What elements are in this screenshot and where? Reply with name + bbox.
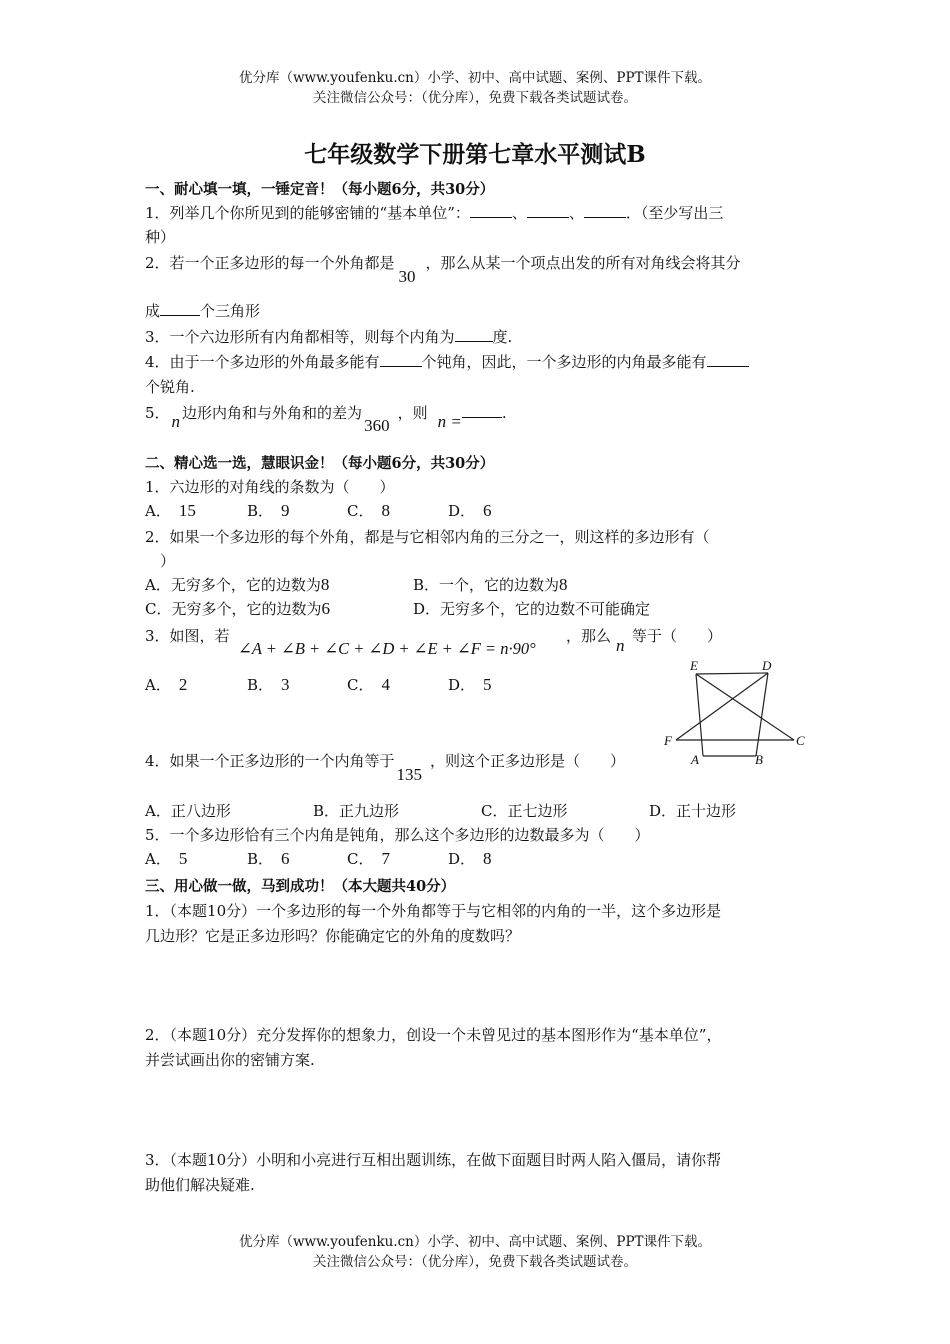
s2-question-4 (145, 750, 626, 784)
option-value: 4 (381, 675, 390, 694)
s2-q4-text: 4．如果一个正多边形的一个内角等于 (145, 752, 395, 770)
section-1-heading: 一、耐心填一填，一锤定音！（每小题6分，共30分） (145, 181, 495, 198)
s1-q1-blank-2[interactable] (527, 203, 569, 218)
s1-q3-blank[interactable] (455, 327, 493, 342)
option-letter: A． (145, 502, 171, 520)
option-letter: B． (247, 676, 274, 694)
s2-q4-value: 135 (396, 765, 423, 784)
s2-q3-option-c[interactable] (347, 674, 390, 695)
s1-q2-text: 2．若一个正多边形的每一个外角都是 (145, 254, 395, 272)
option-value: 2 (178, 675, 188, 694)
s1-q5-eq: n = (437, 412, 462, 431)
s2-q5-option-d[interactable] (448, 848, 492, 869)
s3-q3-continuation: 助他们解决疑难. (145, 1176, 255, 1194)
s1-q5-blank[interactable] (462, 403, 502, 418)
option-letter: B． (247, 850, 274, 868)
s1-q3-text: 3．一个六边形所有内角都相等，则每个内角为 (145, 328, 455, 346)
s2-q3-text: 3．如图，若 (145, 627, 230, 645)
s2-q1-option-d[interactable] (448, 500, 492, 521)
s2-q5-option-b[interactable] (247, 848, 290, 869)
s3-question-1: 1．（本题10分）一个多边形的每一个外角都等于与它相邻的内角的一半，这个多边形是 (145, 902, 722, 920)
s2-q5-option-c[interactable] (347, 848, 390, 869)
option-value: 8 (483, 849, 492, 868)
s1-question-1 (145, 202, 723, 223)
s2-q4-option-a[interactable]: A．正八边形 (145, 802, 231, 820)
s2-q2-option-c[interactable] (145, 598, 330, 619)
s2-question-1: 1．六边形的对角线的条数为（ ） (145, 478, 395, 496)
s1-q5-num: 5． (145, 404, 170, 422)
s2-q2-option-d[interactable]: D．无穷多个，它的边数不可能确定 (413, 600, 651, 618)
figure-edge-ED (696, 673, 768, 674)
s3-question-2: 2．（本题10分）充分发挥你的想象力，创设一个未曾见过的基本图形作为“基本单位”， (145, 1026, 722, 1044)
s1-q4-blank-1[interactable] (380, 352, 422, 367)
s1-q2-tail: ，那么从某一个项点出发的所有对角线会将其分 (425, 254, 741, 272)
s2-q3-option-b[interactable] (247, 674, 290, 695)
s2-q2-continuation: ） (160, 552, 176, 570)
figure-label-b: B (755, 752, 763, 767)
s1-question-2 (145, 252, 741, 286)
footer-line-2: 关注微信公众号：（优分库），免费下载各类试题试卷。 (313, 1254, 637, 1270)
s2-q4-tail: ，则这个正多边形是（ ） (430, 752, 626, 770)
s2-q3-option-d[interactable] (448, 674, 492, 695)
s1-q2-value: 30 (398, 267, 416, 286)
geometry-figure (658, 656, 808, 771)
s2-q4-option-d[interactable]: D．正十边形 (649, 802, 737, 820)
s1-q5-end: . (501, 404, 507, 422)
s1-q4-text: 4．由于一个多边形的外角最多能有 (145, 353, 380, 371)
s1-q1-continuation: 种） (145, 228, 176, 246)
option-value: 3 (281, 675, 290, 694)
option-value: 6 (281, 849, 290, 868)
s2-question-3 (145, 625, 230, 646)
s2-q3-then: ，那么 (566, 627, 612, 645)
figure-edge-EA (696, 674, 703, 756)
s1-q4-continuation: 个锐角. (145, 378, 195, 396)
option-text: B．一个，它的边数为 (413, 576, 560, 594)
s3-q2-continuation: 并尝试画出你的密铺方案. (145, 1051, 315, 1069)
s1-q1-sep2: 、 (568, 204, 584, 222)
figure-label-d: D (762, 658, 772, 673)
option-value: 15 (178, 501, 196, 520)
option-letter: B． (247, 502, 274, 520)
s1-q2-continuation (145, 300, 260, 321)
s1-q1-tail: ．（至少写出三 (625, 204, 724, 222)
s2-q2-option-a[interactable] (145, 574, 329, 595)
s1-q1-blank-3[interactable] (584, 203, 626, 218)
figure-label-f: F (664, 733, 672, 748)
option-value: 5 (178, 849, 188, 868)
option-value: 5 (483, 675, 492, 694)
page-title: 七年级数学下册第七章水平测试B (304, 141, 646, 168)
option-letter: D． (448, 676, 476, 694)
figure-label-a: A (691, 752, 699, 767)
s2-q1-option-b[interactable] (247, 500, 290, 521)
s1-q5-text: 边形内角和与外角和的差为 (182, 404, 363, 422)
figure-edge-FD (676, 673, 768, 740)
s2-q3-tail: 等于（ ） (632, 627, 723, 645)
option-letter: D． (448, 502, 476, 520)
s1-question-3 (145, 326, 512, 347)
option-text: C．无穷多个，它的边数为 (145, 600, 322, 618)
header-line-2: 关注微信公众号：（优分库），免费下载各类试题试卷。 (313, 90, 637, 106)
option-value: 8 (559, 575, 568, 594)
s2-q3-n: n (616, 636, 625, 655)
s1-q1-sep1: 、 (511, 204, 527, 222)
section-2-heading: 二、精心选一选，慧眼识金！（每小题6分，共30分） (145, 455, 495, 472)
s2-q1-option-a[interactable] (145, 500, 196, 521)
s2-q3-formula: ∠A + ∠B + ∠C + ∠D + ∠E + ∠F = n·90° (238, 639, 536, 658)
footer-line-1: 优分库（www.youfenku.cn）小学、初中、高中试题、案例、PPT课件下载。 (238, 1234, 712, 1250)
s3-q1-continuation: 几边形？它是正多边形吗？你能确定它的外角的度数吗？ (145, 927, 521, 945)
s1-q5-n: n (171, 412, 181, 431)
option-value: 8 (320, 575, 330, 594)
s2-q4-option-b[interactable]: B．正九边形 (313, 802, 400, 820)
option-value: 9 (281, 501, 290, 520)
s2-q2-option-b[interactable] (413, 574, 568, 595)
figure-label-e: E (690, 658, 698, 673)
s1-q4-mid: 个钝角，因此，一个多边形的内角最多能有 (421, 353, 707, 371)
s2-q3-option-a[interactable] (145, 674, 187, 695)
s2-q5-option-a[interactable] (145, 848, 187, 869)
s1-q3-tail: 度. (492, 328, 513, 346)
option-value: 7 (381, 849, 390, 868)
s1-q1-blank-1[interactable] (470, 203, 512, 218)
s2-q4-option-c[interactable]: C．正七边形 (481, 802, 568, 820)
s2-question-2: 2．如果一个多边形的每个外角，都是与它相邻内角的三分之一，则这样的多边形有（ (145, 528, 710, 546)
option-letter: A． (145, 676, 171, 694)
option-letter: C． (347, 850, 374, 868)
s1-question-5 (145, 402, 507, 435)
option-value: 8 (381, 501, 390, 520)
s1-q5-value: 360 (364, 416, 390, 435)
figure-edge-DB (756, 673, 768, 756)
section-3-heading: 三、用心做一做，马到成功！（本大题共40分） (145, 878, 456, 895)
option-value: 6 (483, 501, 492, 520)
s3-question-3: 3．（本题10分）小明和小亮进行互相出题训练，在做下面题目时两人陷入僵局，请你帮 (145, 1151, 722, 1169)
s1-question-4 (145, 351, 749, 372)
s1-q5-then: ，则 (397, 404, 428, 422)
s2-q1-option-c[interactable] (347, 500, 390, 521)
s1-q2-cont-a: 成 (145, 302, 161, 320)
option-value: 6 (321, 599, 330, 618)
option-letter: C． (347, 502, 374, 520)
header-line-1: 优分库（www.youfenku.cn）小学、初中、高中试题、案例、PPT课件下载。 (238, 70, 712, 86)
s2-question-5: 5．一个多边形恰有三个内角是钝角，那么这个多边形的边数最多为（ ） (145, 826, 650, 844)
option-letter: D． (448, 850, 476, 868)
s1-q1-text: 1．列举几个你所见到的能够密铺的“基本单位”： (145, 204, 470, 222)
s1-q4-blank-2[interactable] (707, 352, 749, 367)
option-letter: A． (145, 850, 171, 868)
s1-q2-cont-b: 个三角形 (200, 302, 261, 320)
option-letter: C． (347, 676, 374, 694)
figure-label-c: C (796, 733, 805, 748)
figure-edge-EC (696, 674, 794, 740)
option-text: A．无穷多个，它的边数为 (145, 576, 321, 594)
s1-q2-blank[interactable] (160, 301, 200, 316)
